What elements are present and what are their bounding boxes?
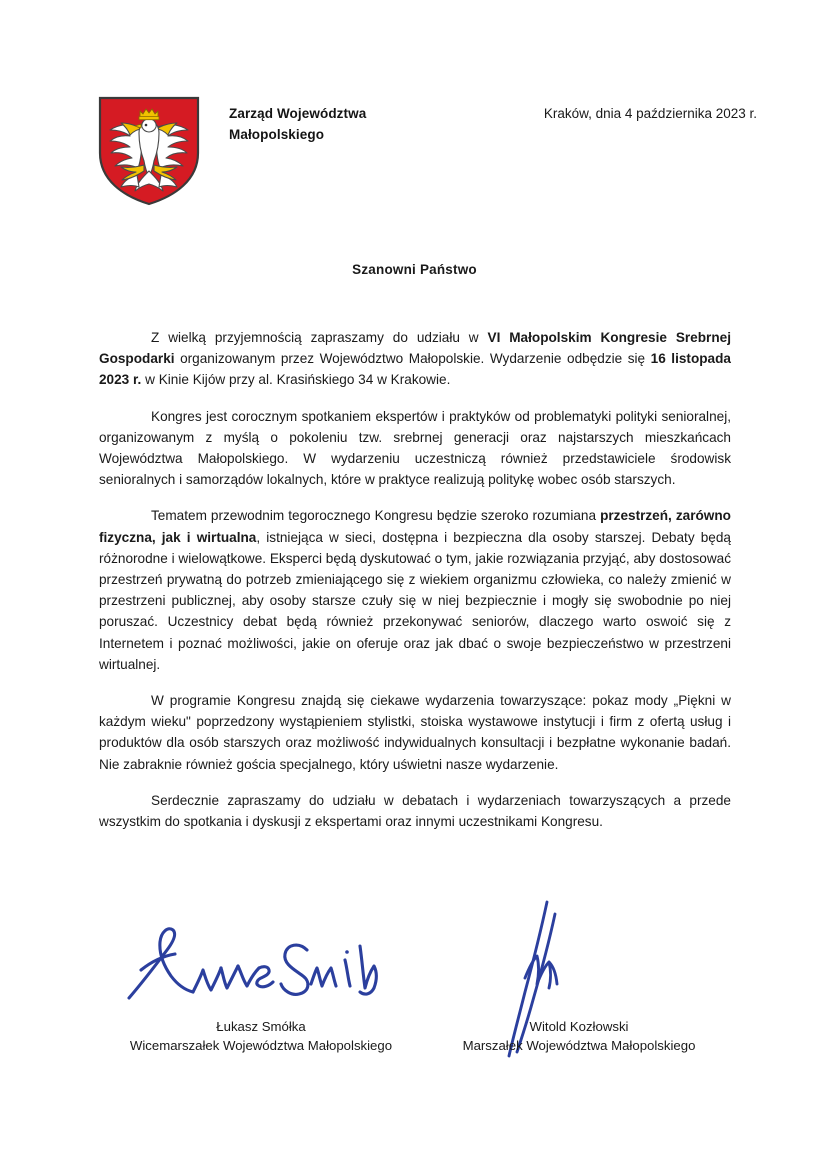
signature-caption-left [111,1018,411,1055]
salutation: Szanowni Państwo [352,262,477,277]
coat-of-arms-malopolska-icon [97,95,201,207]
signatory-name: Łukasz Smółka [216,1019,306,1034]
emphasis-text: 16 listopada 2023 r. [99,351,731,388]
signatory-title: Marszałek Województwa Małopolskiego [462,1037,696,1053]
emphasis-text: VI Małopolskim Kongresie Srebrnej Gospodarki [99,330,731,367]
signature-left [111,900,411,1065]
body-text: Serdecznie zapraszamy do udziału w debatach i wydarzeniach towarzyszących a przede wszystkim do spotkania i dyskusji z ekspertami oraz innymi uczestnikami Kongresu. [99,792,731,830]
body-text: Tematem przewodnim tegorocznego Kongresu będzie szeroko rozumiana [151,508,601,524]
place-and-date: Kraków, dnia 4 października 2023 r. [543,106,757,121]
body-text: W programie Kongresu znajdą się ciekawe wydarzenia towarzyszące: pokaz mody „Piękni w każdym wieku" poprzedzony wystąpieniem stylistki, stoiska wystawowe instytucji i firm z ofertą usług i produktów dla osób starszych oraz możliwość indywidualnych konsultacji i bezpłatne wykonanie badań. Nie zabraknie również gościa specjalnego, który uświetni nasze wydarzenie. [99,693,731,772]
paragraph [99,327,731,391]
body-text: w Kinie Kijów przy al. Krasińskiego 34 w Krakowie. [141,372,451,388]
body-text: Kongres jest corocznym spotkaniem ekspertów i praktyków od problematyki polityki senioralnej, organizowanym z myślą o pokoleniu tzw. srebrnej generacji oraz najstarszych mieszkańcach Województwa Małopolskiego. W wydarzeniu uczestniczą również przedstawiciele środowisk senioralnych i samorządów lokalnych, które w praktyce realizują politykę wobec osób starszych. [99,408,731,488]
signature-block [99,900,731,1065]
organization-name [229,104,366,145]
emphasis-text: przestrzeń, zarówno fizyczna, jak i wirtualna [99,508,731,545]
body-text: , istniejąca w sieci, dostępna i bezpieczna dla osoby starszej. Debaty będą różnorodne i wielowątkowe. Eksperci będą dyskutować o tym, jakie rozwiązania przyjąć, aby dostosować przestrzeń prywatną do potrzeb zmieniającego się z wiekiem organizmu człowieka, co należy zmienić w przestrzeni publicznej, aby osoby starsze czuły się w niej bezpiecznie i mogły się swobodnie po niej poruszać. Uczestnicy debat będą również przekonywać seniorów, dlaczego warto oswoić się z Internetem i poznać możliwości, jakie on oferuje oraz jak dbać o swoje bezpieczeństwo w przestrzeni wirtualnej. [99,529,731,672]
letterhead [97,95,757,210]
signature-caption-right [429,1018,729,1055]
paragraph [99,690,731,775]
paragraph [99,505,731,675]
body-text: Z wielką przyjemnością zapraszamy do udziału w [151,330,488,345]
signature-right [429,900,729,1065]
signatory-title: Wicemarszałek Województwa Małopolskiego [129,1037,393,1053]
body-text: organizowanym przez Województwo Małopolskie. Wydarzenie odbędzie się [174,351,651,367]
letter-body [99,327,731,832]
organization-line-1: Zarząd Województwa [229,106,367,121]
paragraph [99,790,731,832]
signatory-name: Witold Kozłowski [529,1019,629,1034]
organization-line-2: Małopolskiego [229,126,325,142]
handwritten-signature-icon [111,900,411,1028]
paragraph [99,406,731,491]
